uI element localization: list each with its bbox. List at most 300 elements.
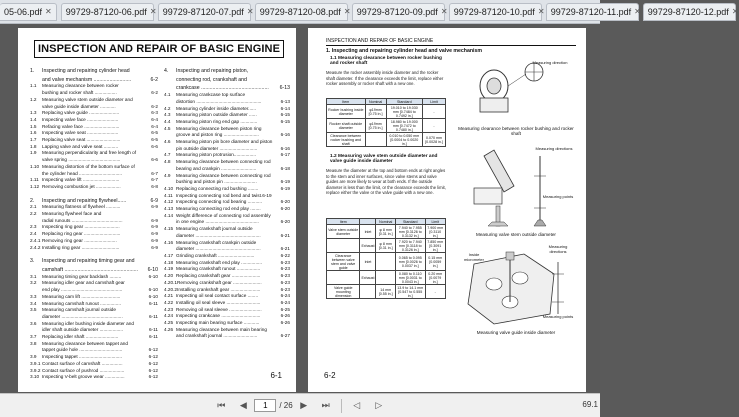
table-cell: - [425,285,445,299]
table-cell [365,133,386,147]
figure-label: Inside micrometer [463,252,484,262]
table-cell: Valve guide mounting dimension [327,285,360,299]
toc-text: Replacing ring gear ............................ [42,231,121,237]
toc-entry[interactable] [164,166,290,173]
toc-text: Measuring piston ring end gap ............. [176,118,258,124]
toc-entry[interactable] [164,246,290,253]
toc-entry[interactable] [30,184,158,191]
toc-entry[interactable] [30,117,158,124]
toc-pg [289,159,290,166]
table-cell: φ 8 mm [0.31 in.] [376,225,396,239]
toc-entry[interactable] [30,104,158,111]
toc-text: tappet guide hole ................................. [42,347,123,353]
figure-caption: Measuring valve guide inside diameter [476,330,556,335]
toc-entry[interactable] [164,327,290,334]
toc-entry[interactable] [164,92,290,99]
tab-87120-12[interactable] [643,3,739,21]
tab-87120-11[interactable] [546,3,639,21]
toc-entry[interactable] [30,245,158,252]
toc-text: Inspecting ring gear ........................... [42,224,120,230]
toc-pg [157,97,158,104]
toc-entry[interactable] [30,321,158,328]
toc-text: Lapping valve and valve seat ........... [42,143,119,149]
toc-entry[interactable] [164,159,290,166]
toc-text: Measuring clearance between tappet and [42,340,128,346]
toc-num [30,267,42,274]
toc-pg: 6-11 [148,327,158,333]
toc-num: 1.10 [30,163,40,169]
toc-pg: 6-9 [151,237,158,243]
table-header: Nominal [365,99,386,105]
page-navigation-toolbar [0,393,600,417]
toc-text: diameter ............................................... [42,313,123,319]
toc-num: 3.2 [30,280,37,286]
toc-text: Measuring crankshaft runout .................. [176,266,261,272]
toc-entry[interactable] [30,177,158,184]
toc-num: 3.6 [30,320,37,326]
toc-pg: 6-17 [280,152,290,158]
toc-pg [289,327,290,334]
toc-pg: 6-15 [280,118,290,124]
toc-num: 2.2 [30,211,37,217]
toc-num: 1.9 [30,150,37,156]
toc-pg: 6-12 [148,374,158,380]
spec-table-1 [326,98,446,147]
toc-num: 1.7 [30,137,37,143]
tab-label: 99729-87120-06.pdf [65,6,147,17]
table-cell: 7.940 to 7.955 mm [0.3126 to 0.3132 in.] [395,225,425,239]
toc-entry[interactable] [164,253,290,260]
close-icon[interactable]: ✕ [45,7,52,16]
page-number-input[interactable]: 1 [254,399,276,412]
toc-entry[interactable] [164,226,290,233]
toc-pg: 6-19 [280,185,290,191]
toc-entry[interactable] [30,334,158,341]
table-cell: Clearance between rocker bushing and shaft [327,133,366,147]
toc-entry[interactable] [164,300,290,307]
toc-num [164,85,176,92]
table-cell: Rocker bushing inside diameter [327,105,366,119]
toc-entry[interactable] [30,258,158,265]
toc-pg: 6-22 [280,252,290,258]
toc-entry[interactable] [164,280,290,287]
subsection-heading: 1.2 Measuring valve stem outside diameter and valve guide inside diameter [330,154,438,164]
toc-text: valve spring ........................................ [42,157,121,163]
toc-text: Inspecting and repairing timing gear and [42,258,135,265]
document-viewer[interactable] [0,24,600,417]
toc-entry[interactable] [164,206,290,213]
toc-num: 1.3 [30,110,37,116]
toc-pg: 6-9 [151,217,158,223]
table-row [327,133,446,147]
close-icon[interactable]: ✕ [246,7,254,16]
toc-entry[interactable] [30,224,158,231]
toc-text: Measuring clearance between connecting rod [176,159,271,165]
toc-num [164,246,176,253]
toc-pg: 6-12 [148,360,158,366]
toc-pg: 6-20 [280,199,290,205]
toc-text: Inspecting oil seal contact surface ........ [176,293,259,299]
toc-entry[interactable] [30,110,158,117]
toc-text: groove and piston ring ........................... [176,132,259,138]
toc-text: Inspecting crankcase .............................. [176,313,261,319]
valve-stem-figure [454,146,574,230]
toc-entry[interactable] [164,293,290,300]
table-header: Limit [425,219,445,225]
toc-pg [289,193,290,200]
table-cell: 0.15 mm [0.0059 in.] [425,253,445,271]
toc-entry[interactable] [30,274,158,281]
toc-entry[interactable] [164,287,290,294]
toc-text: Measuring flatness of flywheel ........... [42,204,121,210]
table-header: Nominal [376,219,396,225]
toc-pg: 6-10 [148,293,158,299]
tab-label: 99729-87120-07.pdf [162,6,244,17]
toc-entry[interactable] [30,294,158,301]
toc-text: Measuring cam lift .............................. [42,293,121,299]
toc-entry[interactable] [30,238,158,245]
toc-entry[interactable] [30,97,158,104]
toc-column-1 [30,66,158,381]
toc-text: Measuring distortion of the bottom surface of [42,163,135,169]
toc-num: 4.26 [164,326,174,332]
toc-pg [157,258,158,265]
close-icon[interactable]: ✕ [537,7,545,16]
toc-entry[interactable] [164,179,290,186]
toc-text: and valve mechanism .......................... [42,76,132,83]
table-cell: 19.010 to 19.030 mm [0.7484 to 0.7492 in.] [386,105,422,119]
table-cell: 0.010 to 0.050 mm [0.0004 to 0.0020 in.] [386,133,422,147]
toc-entry[interactable] [30,124,158,131]
toc-num: 3.4 [30,300,37,306]
toc-entry[interactable] [164,85,290,92]
toc-entry[interactable] [30,267,158,274]
body-text: Measure the diameter at the top and bottom ends at right angles to the stem and inner surfaces, since valve stems and valve guides are more likely to wear at both ends. If the outside diameter is less than the limit, or the clearance exceeds the limit, replace either the valve or the valve guide with a new one. [326,168,446,196]
next-view-icon[interactable]: ▷ [375,400,383,410]
toc-pg [157,251,158,256]
toc-pg: 6-25 [280,306,290,312]
table-row [327,119,446,133]
toc-text: diameter .................................................. [176,232,261,238]
page-number: 6-1 [270,371,282,380]
table-header: Item [327,99,366,105]
toc-entry[interactable] [164,313,290,320]
toc-entry[interactable] [30,368,158,375]
toc-text: Measuring clearance between main bearing [176,326,267,332]
toc-text: Installing crankshaft gear ....................... [177,286,261,292]
toc-text: Contact surface of camshaft ................ [42,360,123,366]
toc-num: 1.8 [30,143,37,149]
toc-entry[interactable] [164,233,290,240]
toc-entry[interactable] [164,307,290,314]
toc-text: Measuring piston protrusion................. [176,152,256,158]
toc-num: 4.20.1 [164,279,178,285]
toc-pg: 6-12 [148,367,158,373]
toc-entry[interactable] [30,198,158,205]
table-row [327,271,446,285]
toc-entry[interactable] [30,83,158,90]
toc-entry[interactable] [30,144,158,151]
toc-entry[interactable] [164,266,290,273]
toc-num: 4.2 [164,105,171,111]
toc-num [30,287,42,294]
toc-text: Measuring crankshaft journal outside [176,226,253,232]
toc-entry[interactable] [30,68,158,75]
toc-entry[interactable] [30,171,158,178]
toc-num: 3.8 [30,340,37,346]
toc-entry[interactable] [30,130,158,137]
toc-text: Weight difference of connecting rod assembly [176,212,271,218]
toc-entry[interactable] [164,193,290,200]
table-cell: Valve stem outside diameter [327,225,360,239]
toc-num: 4.4 [164,118,171,124]
table-cell: Inlet [360,253,376,271]
toc-num [164,77,176,84]
toc-text: Installing oil seal sleeve .......................... [176,299,261,305]
tab-87120-07[interactable] [158,3,254,21]
toc-entry[interactable] [164,199,290,206]
toc-entry[interactable] [30,307,158,314]
toc-text: Measuring perpendicularity and free length of [42,150,137,156]
page-6-1 [18,28,296,392]
toc-text: Inspecting connecting rod bend and twist.6-19 [176,192,272,198]
toc-entry[interactable] [30,150,158,157]
toc-text [42,251,157,256]
toc-entry[interactable] [164,320,290,327]
toc-pg: 6-5 [151,130,158,136]
toc-entry[interactable] [30,231,158,238]
toc-pg: 6-23 [280,259,290,265]
previous-view-icon[interactable]: ◁ [353,400,361,410]
toc-entry[interactable] [30,347,158,354]
toc-text: connecting rod, crankshaft and [176,76,247,83]
toc-num: 2.3 [30,224,37,230]
toc-num: 2.4.2 [30,244,41,250]
toc-entry[interactable] [30,280,158,287]
toc-entry[interactable] [164,106,290,113]
toc-num: 3. [30,258,35,265]
toc-pg: 6-2 [150,76,158,83]
toc-entry[interactable] [30,374,158,381]
table-cell [376,271,396,285]
toc-entry[interactable] [164,119,290,126]
toc-text: camshaft ................................................... [42,266,138,273]
toc-text: Measuring flywheel face and [42,211,102,217]
toc-num: 3.5 [30,307,37,313]
toc-entry[interactable] [164,260,290,267]
zoom-level[interactable]: 69.1 [582,400,598,409]
table-header: Item [327,219,360,225]
toc-pg: 6-11 [148,313,158,319]
toc-text: bearing and crankpin ........................... [176,165,257,171]
toc-entry[interactable] [30,314,158,321]
toc-entry[interactable] [30,327,158,334]
table-header: Standard [395,219,425,225]
toc-entry[interactable] [164,333,290,340]
toc-entry[interactable] [30,211,158,218]
toc-entry[interactable] [30,204,158,211]
tab-87120-08[interactable] [255,3,351,21]
toc-entry[interactable] [164,240,290,247]
toc-num: 3.10 [30,374,40,380]
toc-pg: 6-26 [280,320,290,326]
toc-pg: 6-11 [148,334,158,340]
toc-num [164,179,176,186]
tab-87120-06[interactable] [61,3,157,21]
toc-pg: 6-23 [280,279,290,285]
toc-text: Inspecting and repairing flywheel...... [42,197,127,204]
toc-pg: 6-27 [280,333,290,339]
toc-pg: 6-12 [148,354,158,360]
table-cell: Rocker shaft outside diameter [327,119,366,133]
toc-num: 2. [30,197,35,204]
tab-label: 99729-87120-10.pdf [453,6,535,17]
toc-entry[interactable] [30,90,158,97]
table-cell: φ 8 mm [0.31 in.] [376,239,396,253]
toc-text: Measuring crankcase top surface [176,92,246,98]
toc-entry[interactable] [30,191,158,196]
toc-entry[interactable] [164,139,290,146]
toc-pg [289,240,290,247]
toc-entry[interactable] [164,213,290,220]
toolbar-divider [341,399,342,413]
close-icon[interactable]: ✕ [343,7,351,16]
toc-entry[interactable] [164,186,290,193]
toc-num: 4.20 [164,273,174,279]
toc-entry[interactable] [30,77,158,84]
close-icon[interactable]: ✕ [731,7,739,16]
toc-pg: 6-24 [280,293,290,299]
toc-entry[interactable] [30,361,158,368]
toc-entry[interactable] [164,273,290,280]
tab-label: 05-06.pdf [4,6,43,17]
toc-pg: 6-15 [280,112,290,118]
toc-num: 4.8 [164,159,171,165]
table-cell: 14 mm [0.55 in.] [376,285,396,299]
previous-page-icon[interactable]: ◀ [239,400,247,410]
toc-entry[interactable] [164,112,290,119]
toc-num: 4. [164,68,169,74]
first-page-icon[interactable]: ⏮ [217,400,226,410]
toc-pg [157,164,158,171]
table-cell: 0.080 to 0.110 mm [0.0031 to 0.0043 in.] [395,271,425,285]
toc-pg: 6-5 [151,137,158,143]
toc-text: Measuring valve stem outside diameter and [42,96,133,102]
toc-entry[interactable] [164,126,290,133]
toc-pg: 6-23 [280,273,290,279]
toc-entry[interactable] [164,68,290,75]
toc-text: Refacing valve face ........................... [42,123,120,129]
toc-entry[interactable] [164,173,290,180]
toc-entry[interactable] [30,301,158,308]
toc-num: 2.1 [30,204,37,210]
tab-05-06[interactable] [0,3,57,21]
toc-num: 4.15 [164,226,174,232]
toc-pg: 6-11 [148,300,158,306]
toc-text: Replacing crankshaft gear ...................... [176,273,261,279]
close-icon[interactable]: ✕ [634,7,641,16]
toc-entry[interactable] [164,152,290,159]
toc-entry[interactable] [30,341,158,348]
toc-num [164,146,176,153]
table-cell: 7.900 mm [0.3110 in.] [425,225,445,239]
toc-entry[interactable] [30,218,158,225]
toc-pg [157,307,158,314]
table-row [327,285,446,299]
toc-text: Removing ring gear ......................... [42,237,117,243]
toc-num: 4.20.2 [164,286,178,292]
toc-text: Measuring connecting rod end play ........ [176,206,261,212]
toc-entry[interactable] [164,99,290,106]
toc-entry[interactable] [164,219,290,226]
table-cell: 13.9 to 14.1 mm [0.547 to 0.555 in.] [397,285,424,298]
toc-pg: 6-7 [151,177,158,183]
toc-num: 2.4 [30,231,37,237]
toc-text: Measuring clearance between piston ring [176,125,262,131]
toc-text: Inspecting V-belt groove wear ............... [42,374,125,380]
toc-text: distortion .................................................. [176,98,262,104]
toc-num [30,218,42,225]
toc-text: Measuring camshaft journal outside [42,307,116,313]
toc-pg: 6-3 [151,110,158,116]
toc-text: Inspecting and repairing cylinder head [42,68,130,74]
tab-label: 99729-87120-12.pdf [647,6,729,17]
toc-entry[interactable] [30,251,158,256]
toc-num [164,132,176,139]
table-cell: - [423,105,446,119]
toc-num: 1.11 [30,177,39,183]
page-title: INSPECTION AND REPAIR OF BASIC ENGINE [34,40,284,58]
close-icon[interactable]: ✕ [440,7,448,16]
toc-num: 4.5 [164,125,171,131]
toc-text: Inspecting and repairing piston, [176,68,249,74]
tab-87120-09[interactable] [352,3,448,21]
tab-87120-10[interactable] [449,3,545,21]
toc-num: 4.3 [164,112,171,118]
toc-num: 3.1 [30,273,37,279]
toc-column-2 [164,66,290,340]
tab-bar [0,0,739,24]
toc-num [164,233,176,240]
toc-num: 4.9 [164,172,171,178]
toc-entry[interactable] [164,77,290,84]
figure-label: Measuring points [542,314,574,319]
next-page-icon[interactable]: ▶ [300,400,308,410]
last-page-icon[interactable]: ⏭ [321,400,330,410]
toc-entry[interactable] [164,132,290,139]
toc-pg: 6-10 [147,266,158,273]
spec-table-2 [326,218,446,299]
toc-entry[interactable] [164,146,290,153]
toc-entry[interactable] [30,354,158,361]
toc-entry[interactable] [30,137,158,144]
table-cell: Exhaust [360,271,376,285]
toc-entry[interactable] [30,157,158,164]
table-header: Limit [423,99,446,105]
toc-text: Measuring crankshaft crankpin outside [176,239,257,245]
table-row [327,225,446,239]
table-cell: - [423,119,446,133]
table-cell: 18.980 to 19.000 mm [0.7472 to 0.7480 in.] [386,119,422,133]
toc-pg [157,150,158,157]
toc-text: in one engine ......................................... [176,219,259,225]
close-icon[interactable]: ✕ [149,7,157,16]
table-cell: 7.850 mm [0.3091 in.] [425,239,445,253]
toc-num: 4.24 [164,313,174,319]
toc-entry[interactable] [30,287,158,294]
toc-entry[interactable] [30,164,158,171]
toc-pg: 6-14 [280,105,290,111]
